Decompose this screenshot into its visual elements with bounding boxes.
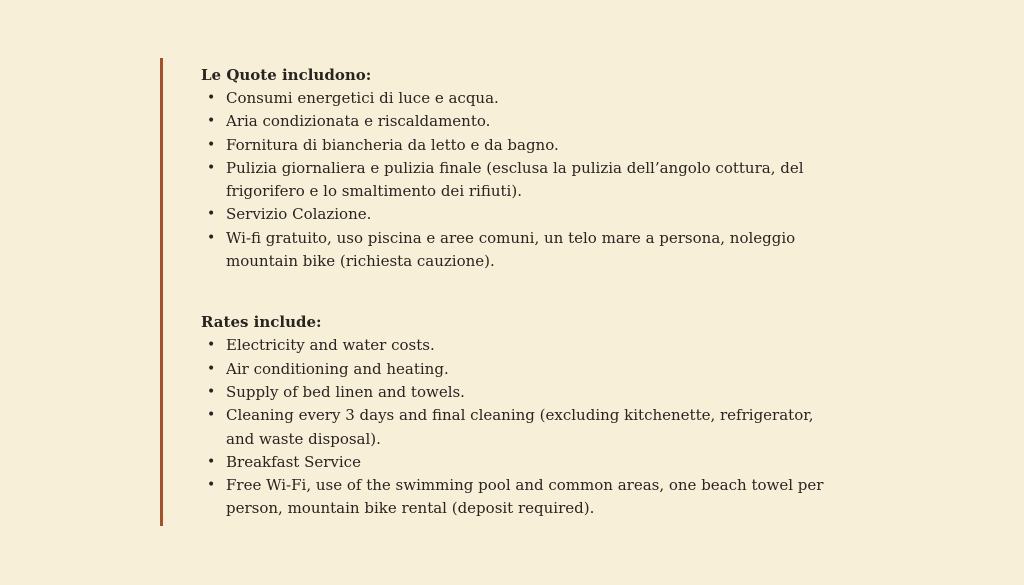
bullet-icon: •	[207, 477, 216, 494]
bullet-icon: •	[207, 136, 216, 153]
bullet-icon: •	[207, 90, 216, 106]
bullet-icon: •	[207, 360, 216, 377]
list-item: • Servizio Colazione.	[201, 203, 841, 226]
list-item: • Aria condizionata e riscaldamento.	[201, 110, 841, 133]
english-section	[201, 311, 841, 520]
list-item: • Consumi energetici di luce e acqua.	[201, 87, 841, 110]
list-item: • Electricity and water costs.	[201, 334, 841, 357]
bullet-icon: •	[207, 159, 216, 176]
section-spacer	[201, 273, 841, 311]
english-list	[201, 334, 841, 520]
list-item: • Air conditioning and heating.	[201, 358, 841, 381]
bullet-icon: •	[207, 383, 216, 400]
list-item: • Free Wi-Fi, use of the swimming pool and common areas, one beach towel per person, mountain bike rental (deposit required).	[207, 476, 824, 518]
italian-section	[201, 64, 841, 273]
vertical-accent-rule	[160, 58, 163, 526]
bullet-icon: •	[207, 113, 216, 130]
bullet-icon: •	[207, 229, 216, 246]
english-heading: Rates include:	[201, 313, 322, 332]
bullet-icon: •	[207, 206, 216, 223]
list-item: • Breakfast Service	[201, 451, 841, 474]
italian-list	[201, 87, 841, 273]
list-item: • Cleaning every 3 days and final cleaning (excluding kitchenette, refrigerator, and waste disposal).	[207, 406, 814, 448]
bullet-icon: •	[207, 407, 216, 424]
list-item: • Supply of bed linen and towels.	[201, 381, 841, 404]
list-item: • Wi-fi gratuito, uso piscina e aree comuni, un telo mare a persona, noleggio mountain bike (richiesta cauzione).	[207, 228, 796, 271]
rates-content	[201, 64, 841, 521]
bullet-icon: •	[207, 453, 216, 470]
list-item: • Fornitura di biancheria da letto e da bagno.	[201, 134, 841, 157]
italian-heading: Le Quote includono:	[201, 66, 372, 84]
list-item: • Pulizia giornaliera e pulizia finale (esclusa la pulizia dell’angolo cottura, del frigorifero e lo smaltimento dei rifiuti).	[207, 158, 804, 201]
bullet-icon: •	[207, 337, 216, 354]
